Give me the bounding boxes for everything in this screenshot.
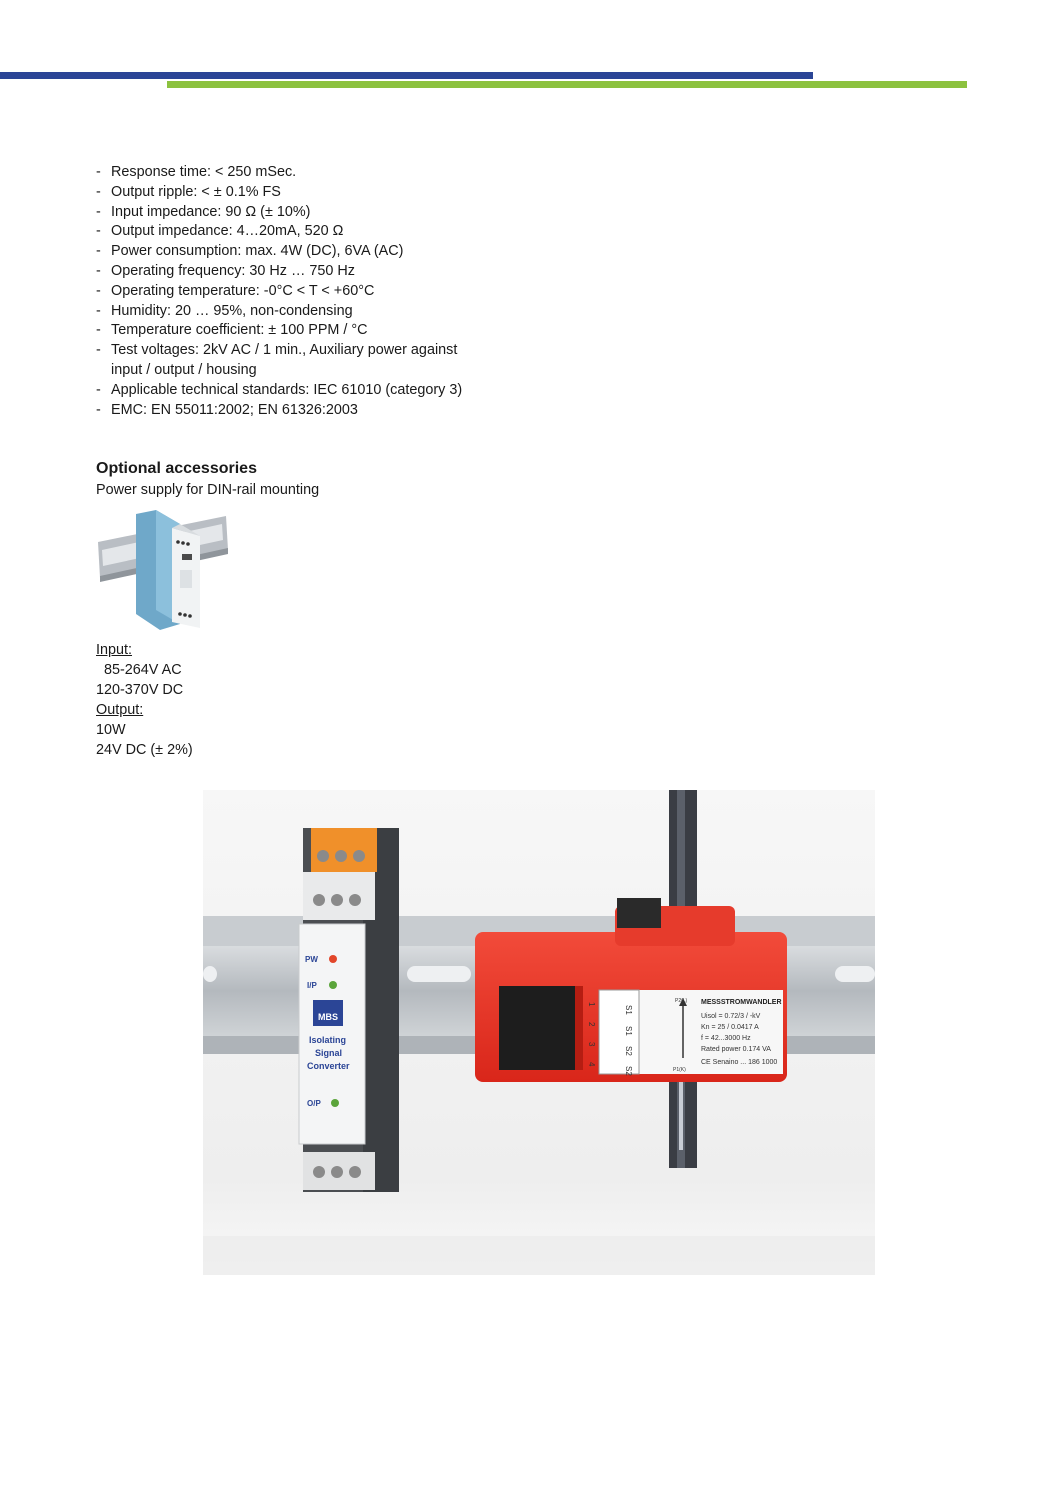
terminal-label: S1 [624, 1026, 633, 1036]
transformer-spec: f = 42...3000 Hz [701, 1035, 751, 1042]
transformer-spec: Kn = 25 / 0.0417 A [701, 1024, 759, 1031]
spec-item-continuation: input / output / housing [111, 361, 257, 378]
output-voltage: 24V DC (± 2%) [96, 742, 193, 758]
output-power: 10W [96, 722, 126, 738]
terminal-label: S1 [624, 1005, 633, 1015]
terminal-number: 3 [587, 1042, 596, 1047]
input-label: Input: [96, 642, 133, 658]
spec-item: - Operating temperature: -0°C < T < +60°C [96, 282, 375, 299]
transformer-spec: Uisol = 0.72/3 / -kV [701, 1013, 761, 1020]
spec-item: - EMC: EN 55011:2002; EN 61326:2003 [96, 401, 358, 418]
accessories-heading: Optional accessories [96, 460, 257, 477]
header-bar-green [167, 81, 967, 88]
transformer-spec: Rated power 0.174 VA [701, 1046, 771, 1053]
led-label-ip: I/P [307, 981, 317, 990]
terminal-number: 1 [587, 1002, 596, 1007]
power-supply-image [96, 506, 231, 634]
spec-item: - Output impedance: 4…20mA, 520 Ω [96, 223, 344, 240]
transformer-title: MESSSTROMWANDLER [701, 999, 782, 1006]
spec-item: - Output ripple: < ± 0.1% FS [96, 183, 281, 200]
spec-item: - Input impedance: 90 Ω (± 10%) [96, 203, 311, 220]
terminal-number: 2 [587, 1022, 596, 1027]
header-bar-blue [0, 72, 813, 79]
converter-name: Converter [307, 1061, 350, 1071]
converter-name: Isolating [309, 1035, 347, 1045]
output-label: Output: [96, 702, 144, 718]
input-dc: 120-370V DC [96, 682, 184, 698]
spec-item: - Response time: < 250 mSec. [96, 164, 297, 180]
brand-logo: MBS [318, 1012, 338, 1022]
terminal-number: 4 [587, 1062, 596, 1067]
spec-item: - Test voltages: 2kV AC / 1 min., Auxiliary power against [96, 342, 458, 359]
spec-item: - Temperature coefficient: ± 100 PPM / °C [96, 322, 368, 339]
spec-item: - Humidity: 20 … 95%, non-condensing [96, 302, 353, 319]
converter-name: Signal [315, 1048, 343, 1058]
spec-list [96, 163, 696, 420]
p2-label: P2(L) [675, 998, 688, 1004]
transformer-spec: CE Senaino ... 186 1000 [701, 1059, 778, 1066]
input-ac: 85-264V AC [104, 662, 182, 678]
led-label-op: O/P [307, 1099, 321, 1108]
spec-item: - Operating frequency: 30 Hz … 750 Hz [96, 262, 355, 279]
terminal-label: S2 [624, 1046, 633, 1056]
product-photo [203, 790, 875, 1275]
power-supply-specs [96, 640, 193, 760]
led-label-pw: PW [305, 955, 318, 964]
p1-label: P1(K) [673, 1067, 686, 1073]
accessories-subtitle: Power supply for DIN-rail mounting [96, 482, 320, 498]
terminal-label: S2 [624, 1066, 633, 1076]
spec-item: - Applicable technical standards: IEC 61010 (category 3) [96, 381, 463, 398]
spec-item: - Power consumption: max. 4W (DC), 6VA (AC) [96, 243, 404, 260]
